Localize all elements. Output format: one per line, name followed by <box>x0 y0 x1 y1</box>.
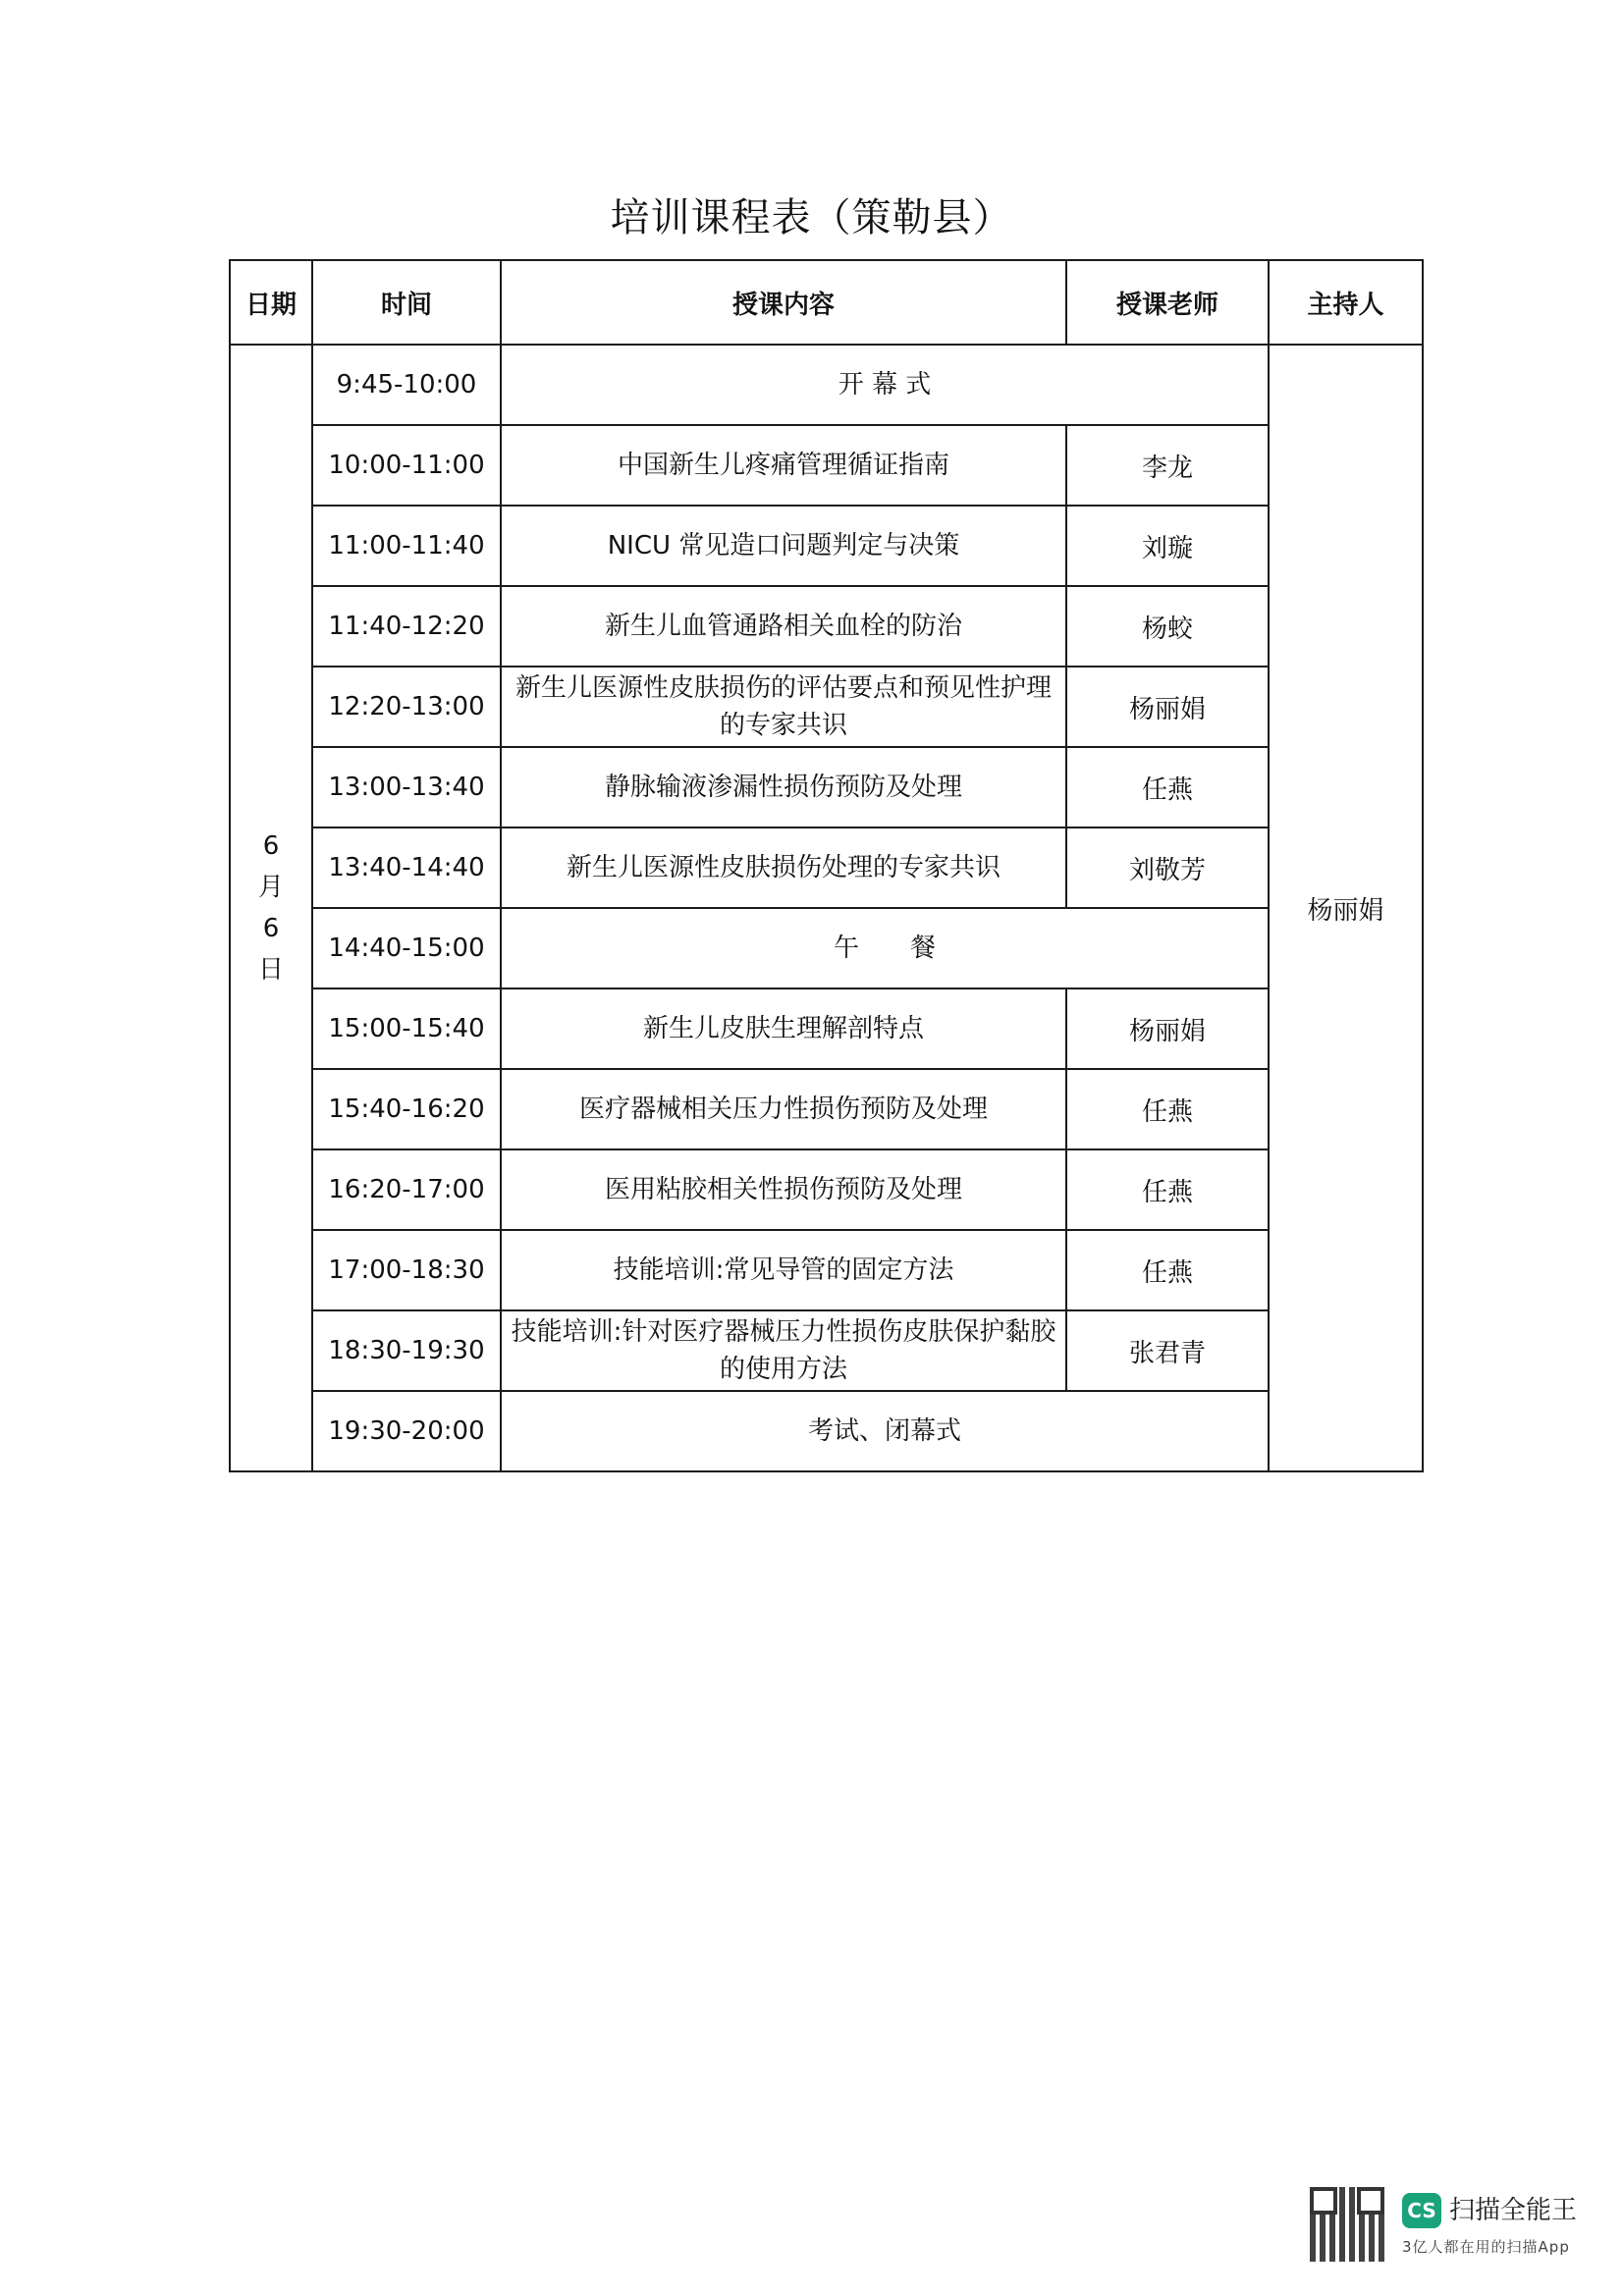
content-cell: 技能培训:针对医疗器械压力性损伤皮肤保护黏胶的使用方法 <box>501 1310 1066 1391</box>
time-cell: 19:30-20:00 <box>312 1391 501 1471</box>
content-cell: 新生儿医源性皮肤损伤处理的专家共识 <box>501 828 1066 908</box>
table-row <box>230 1149 1423 1230</box>
teacher-cell: 杨丽娟 <box>1066 988 1269 1069</box>
time-cell: 13:40-14:40 <box>312 828 501 908</box>
header-content: 授课内容 <box>501 260 1066 345</box>
content-cell: 开 幕 式 <box>501 345 1269 425</box>
schedule-table <box>229 259 1424 1472</box>
table-header-row <box>230 260 1423 345</box>
time-cell: 18:30-19:30 <box>312 1310 501 1391</box>
time-cell: 13:00-13:40 <box>312 747 501 828</box>
table-row <box>230 1230 1423 1310</box>
time-cell: 11:00-11:40 <box>312 506 501 586</box>
header-time: 时间 <box>312 260 501 345</box>
page-title: 培训课程表（策勒县） <box>610 195 1013 240</box>
brand-name: 扫描全能王 <box>1449 2196 1578 2225</box>
teacher-cell: 杨蛟 <box>1066 586 1269 667</box>
teacher-cell: 刘敬芳 <box>1066 828 1269 908</box>
content-cell: 医疗器械相关压力性损伤预防及处理 <box>501 1069 1066 1149</box>
table-row <box>230 345 1423 425</box>
time-cell: 10:00-11:00 <box>312 425 501 506</box>
content-cell: 新生儿血管通路相关血栓的防治 <box>501 586 1066 667</box>
header-teacher: 授课老师 <box>1066 260 1269 345</box>
time-cell: 12:20-13:00 <box>312 667 501 747</box>
scanner-watermark <box>1310 2179 1604 2268</box>
teacher-cell: 张君青 <box>1066 1310 1269 1391</box>
time-cell: 16:20-17:00 <box>312 1149 501 1230</box>
teacher-cell: 任燕 <box>1066 1149 1269 1230</box>
content-cell: 考试、闭幕式 <box>501 1391 1269 1471</box>
table-row <box>230 506 1423 586</box>
date-cell: 6 月 6 日 <box>230 345 312 1471</box>
content-cell: 新生儿医源性皮肤损伤的评估要点和预见性护理的专家共识 <box>501 667 1066 747</box>
time-cell: 17:00-18:30 <box>312 1230 501 1310</box>
time-cell: 15:00-15:40 <box>312 988 501 1069</box>
content-cell: 午 餐 <box>501 908 1269 988</box>
host-cell: 杨丽娟 <box>1269 345 1423 1471</box>
teacher-cell: 任燕 <box>1066 747 1269 828</box>
brand-tagline: 3亿人都在用的扫描App <box>1402 2238 1570 2256</box>
header-date: 日期 <box>230 260 312 345</box>
cs-logo-icon: CS <box>1402 2193 1441 2228</box>
table-row <box>230 586 1423 667</box>
table-row <box>230 828 1423 908</box>
table-row <box>230 988 1423 1069</box>
teacher-cell: 李龙 <box>1066 425 1269 506</box>
teacher-cell: 刘璇 <box>1066 506 1269 586</box>
teacher-cell: 任燕 <box>1066 1230 1269 1310</box>
table-row <box>230 1069 1423 1149</box>
table-row <box>230 667 1423 747</box>
time-cell: 9:45-10:00 <box>312 345 501 425</box>
content-cell: NICU 常见造口问题判定与决策 <box>501 506 1066 586</box>
header-host: 主持人 <box>1269 260 1423 345</box>
table-row <box>230 1310 1423 1391</box>
time-cell: 14:40-15:00 <box>312 908 501 988</box>
content-cell: 静脉输液渗漏性损伤预防及处理 <box>501 747 1066 828</box>
content-cell: 技能培训:常见导管的固定方法 <box>501 1230 1066 1310</box>
table-row <box>230 747 1423 828</box>
teacher-cell: 任燕 <box>1066 1069 1269 1149</box>
content-cell: 新生儿皮肤生理解剖特点 <box>501 988 1066 1069</box>
content-cell: 中国新生儿疼痛管理循证指南 <box>501 425 1066 506</box>
table-row <box>230 1391 1423 1471</box>
table-row <box>230 425 1423 506</box>
teacher-cell: 杨丽娟 <box>1066 667 1269 747</box>
qr-code-icon <box>1310 2187 1384 2262</box>
table-row <box>230 908 1423 988</box>
time-cell: 11:40-12:20 <box>312 586 501 667</box>
time-cell: 15:40-16:20 <box>312 1069 501 1149</box>
content-cell: 医用粘胶相关性损伤预防及处理 <box>501 1149 1066 1230</box>
